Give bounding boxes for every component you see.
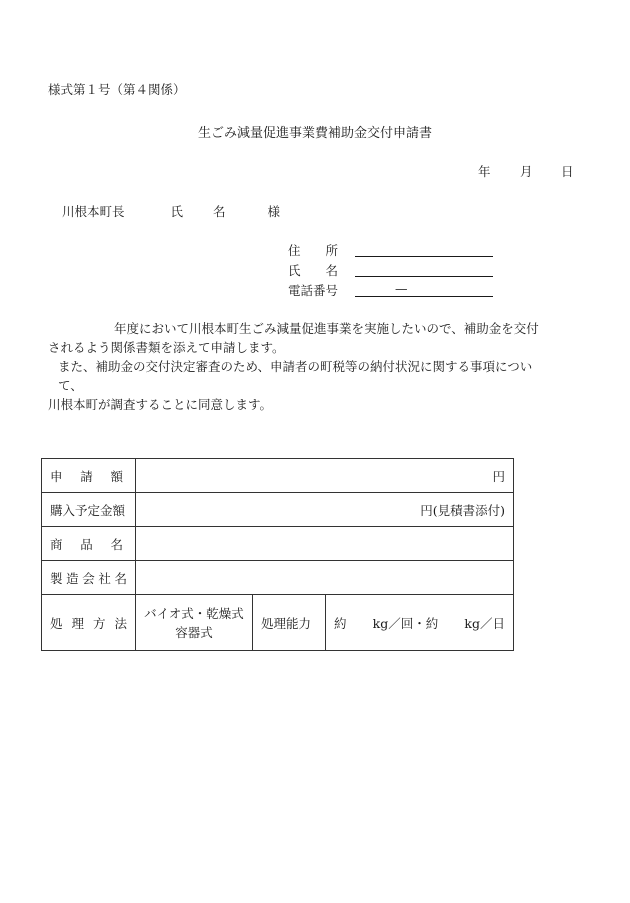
processing-method-options[interactable] [136, 595, 253, 651]
applicant-name-label: 氏 名 [288, 263, 339, 278]
table-row [42, 459, 514, 493]
table-row [42, 493, 514, 527]
phone-separator: — [395, 281, 408, 296]
statement-line: 年度において川根本町生ごみ減量促進事業を実施したいので、補助金を交付 [114, 321, 539, 336]
label-char: 方 [92, 615, 106, 631]
honorific: 様 [267, 204, 281, 219]
label-char: 処 [50, 615, 63, 631]
application-statement [48, 319, 578, 414]
statement-line: て、 [58, 378, 83, 393]
table-row [42, 561, 514, 595]
applicant-name-field[interactable] [355, 262, 493, 277]
label-cell [42, 527, 136, 561]
label-char: 名 [114, 570, 127, 586]
capacity-per-day: kg／日 [464, 615, 505, 631]
capacity-label-cell [253, 595, 326, 651]
statement-line: 川根本町が調査することに同意します。 [48, 397, 273, 412]
yen-estimate-unit: 円(見積書添付) [420, 502, 505, 518]
addressee [62, 202, 280, 220]
application-amount-field[interactable] [136, 459, 514, 493]
label-char: 額 [110, 468, 123, 484]
label-char: 社 [98, 570, 111, 586]
product-name-field[interactable] [136, 527, 514, 561]
method-options-line1: バイオ式・乾燥式 [144, 605, 244, 621]
capacity-approx: 約 [334, 615, 347, 631]
applicant-phone-label: 電話番号 [288, 283, 339, 298]
document-title: 生ごみ減量促進事業費補助金交付申請書 [197, 126, 432, 141]
label-cell [42, 595, 136, 651]
statement-line: また、補助金の交付決定審査のため、申請者の町税等の納付状況に関する事項につい [58, 359, 533, 374]
label-char: 商 [50, 536, 63, 552]
label-cell [42, 493, 136, 527]
label-char: 法 [114, 615, 127, 631]
label-char: 造 [66, 570, 79, 586]
yen-unit: 円 [492, 468, 505, 484]
date-month-label: 月 [520, 164, 533, 179]
label-char: 会 [82, 570, 95, 586]
table-row [42, 527, 514, 561]
form-number: 様式第１号（第４関係） [48, 82, 186, 97]
applicant-phone-field[interactable] [355, 282, 493, 297]
statement-line: されるよう関係書類を添えて申請します。 [48, 340, 285, 355]
applicant-address-field[interactable] [355, 242, 493, 257]
mayor-title: 川根本町長 [62, 204, 125, 219]
purchase-amount-label: 購入予定金額 [50, 502, 126, 518]
label-char: 製 [50, 570, 63, 586]
date-year-label: 年 [478, 164, 491, 179]
label-char: 理 [71, 615, 84, 631]
applicant-address-label: 住 所 [288, 243, 339, 258]
label-char: 申 [50, 468, 63, 484]
mayor-name-label-1: 氏 [170, 204, 184, 219]
purchase-amount-field[interactable] [136, 493, 514, 527]
label-cell [42, 561, 136, 595]
capacity-field[interactable] [326, 595, 514, 651]
table-row [42, 595, 514, 651]
capacity-label: 処理能力 [261, 615, 312, 631]
label-cell [42, 459, 136, 493]
label-char: 品 [80, 536, 93, 552]
label-char: 請 [80, 468, 93, 484]
label-char: 名 [110, 536, 123, 552]
capacity-per-batch: kg／回・約 [372, 615, 439, 631]
application-table [41, 458, 514, 651]
method-options-line2: 容器式 [175, 624, 213, 640]
date-day-label: 日 [561, 164, 574, 179]
mayor-name-label-2: 名 [213, 204, 226, 219]
manufacturer-field[interactable] [136, 561, 514, 595]
